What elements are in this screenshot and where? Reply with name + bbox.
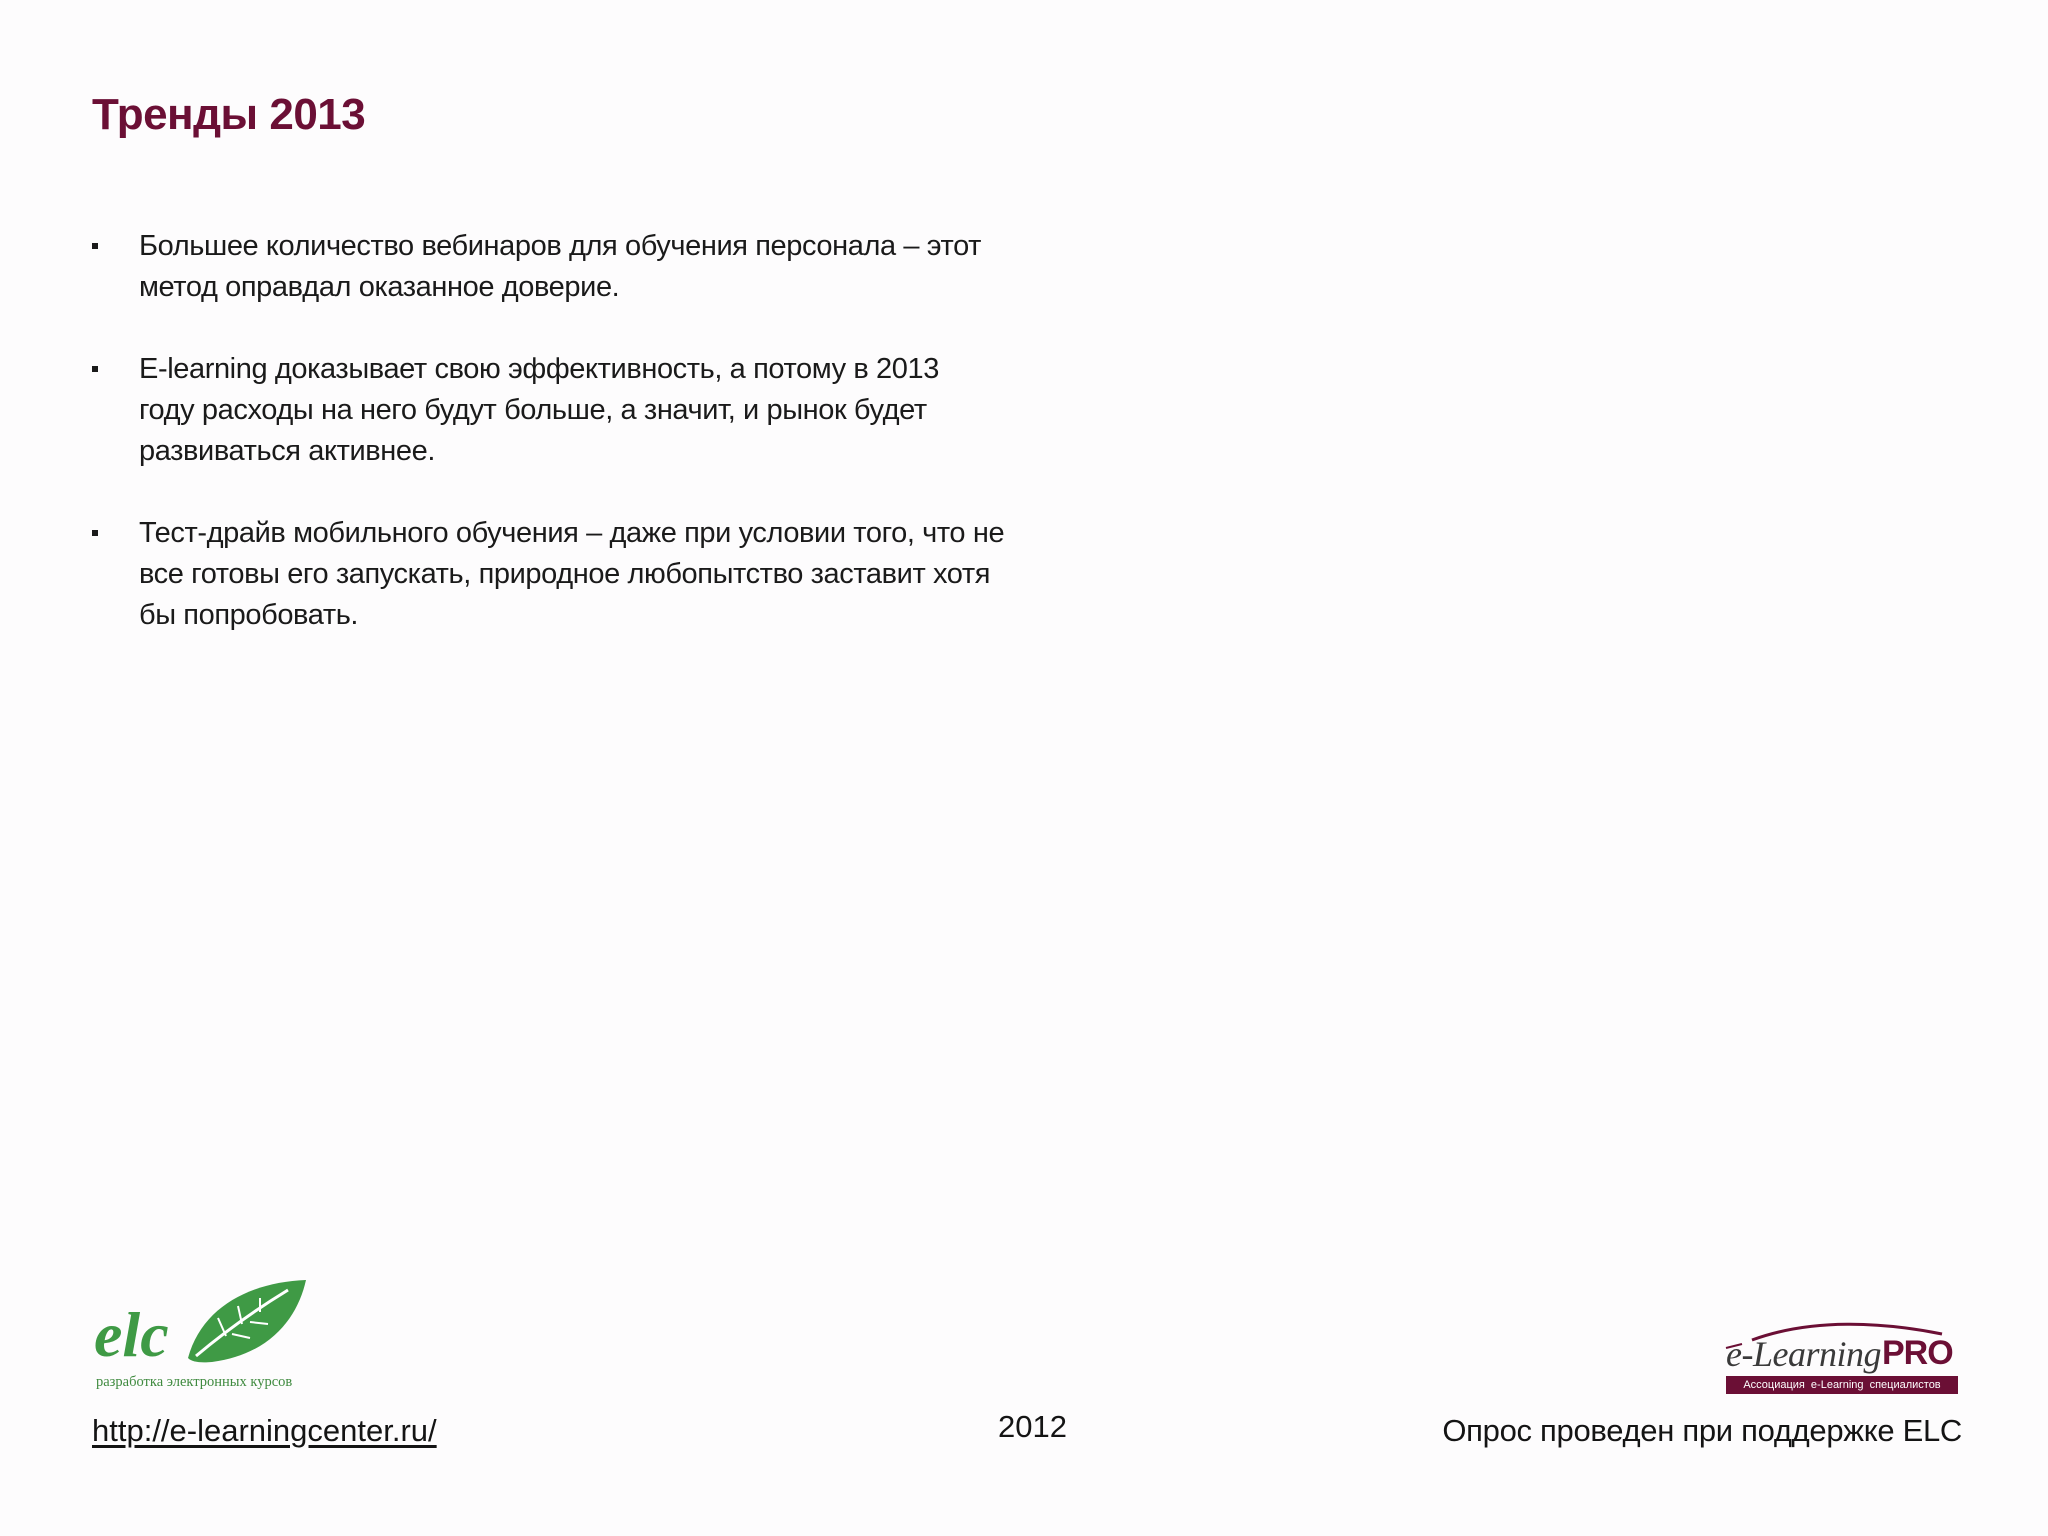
pro-badge: PRO — [1882, 1334, 1953, 1372]
slide-title: Тренды 2013 — [92, 90, 366, 139]
pro-tagline: Ассоциация e-Learning специалистов — [1726, 1376, 1958, 1394]
elc-wordmark: elc — [94, 1299, 169, 1370]
bullet-line: метод оправдал оказанное доверие. — [139, 271, 620, 303]
bullet-item — [92, 349, 1032, 472]
bullet-item — [92, 226, 1032, 308]
footer-year: 2012 — [998, 1409, 1067, 1444]
bullet-line: году расходы на него будут больше, а значит, и рынок будет — [139, 394, 927, 426]
bullet-line: бы попробовать. — [139, 599, 359, 631]
bullet-line: E-learning доказывает свою эффективность, а потому в 2013 — [139, 353, 939, 385]
bullet-list — [92, 226, 1032, 677]
bullet-marker-icon — [92, 243, 98, 249]
leaf-icon — [188, 1280, 306, 1362]
footer-support-text: Опрос проведен при поддержке ELC — [1442, 1413, 1962, 1448]
bullet-line: все готовы его запускать, природное любопытство заставит хотя — [139, 558, 991, 590]
bullet-marker-icon — [92, 366, 98, 372]
bullet-line: Тест-драйв мобильного обучения – даже при условии того, что не — [139, 517, 1005, 549]
bullet-marker-icon — [92, 530, 98, 536]
website-link[interactable]: http://e-learningcenter.ru/ — [92, 1413, 437, 1448]
bullet-item — [92, 513, 1032, 636]
elc-caption: разработка электронных курсов — [96, 1374, 293, 1390]
bullet-line: развиваться активнее. — [139, 435, 436, 467]
pro-wordmark: e-Learning — [1726, 1334, 1881, 1374]
bullet-line: Большее количество вебинаров для обучения персонала – этот — [139, 230, 982, 262]
